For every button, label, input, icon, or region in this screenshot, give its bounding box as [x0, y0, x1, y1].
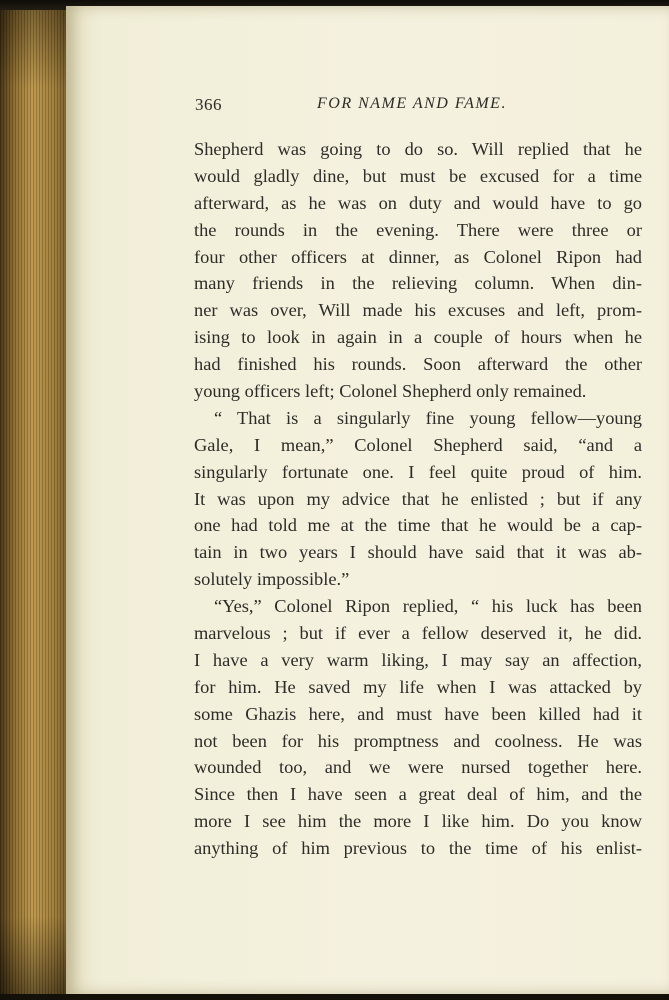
text-line: anything of him previous to the time of his enlist- — [194, 838, 642, 859]
text-line: singularly fortunate one. I feel quite proud of him. — [194, 461, 642, 482]
text-line: for him. He saved my life when I was attacked by — [194, 676, 642, 697]
text-line: I have a very warm liking, I may say an affection, — [194, 649, 642, 670]
book-title: FOR NAME AND FAME. — [317, 95, 507, 112]
text-line: ner was over, Will made his excuses and left, prom- — [194, 300, 642, 321]
text-line: afterward, as he was on duty and would have to go — [194, 192, 642, 213]
text-line: had finished his rounds. Soon afterward the other — [194, 354, 642, 375]
text-line: some Ghazis here, and must have been killed had it — [194, 703, 642, 724]
text-line: would gladly dine, but must be excused for a time — [194, 165, 642, 186]
text-line: many friends in the relieving column. When din- — [194, 273, 642, 294]
text-line: “Yes,” Colonel Ripon replied, “ his luck has been — [214, 596, 642, 617]
text-line: wounded too, and we were nursed together here. — [194, 757, 642, 778]
text-line: more I see him the more I like him. Do you know — [194, 811, 642, 832]
text-line: “ That is a singularly fine young fellow—young — [214, 407, 642, 428]
body-text — [194, 136, 642, 862]
text-line: ising to look in again in a couple of hours when he — [194, 327, 642, 348]
text-line: four other officers at dinner, as Colonel Ripon had — [194, 246, 642, 267]
text-line: Gale, I mean,” Colonel Shepherd said, “and a — [194, 434, 642, 455]
text-line: the rounds in the evening. There were three or — [194, 219, 642, 240]
text-line: It was upon my advice that he enlisted ; but if any — [194, 488, 642, 509]
page-number: 366 — [195, 95, 222, 114]
text-line: solutely impossible.” — [194, 569, 350, 590]
text-line: tain in two years I should have said that it was ab- — [194, 542, 642, 563]
bottom-shadow — [0, 994, 669, 1000]
text-line: young officers left; Colonel Shepherd only remained. — [194, 381, 587, 402]
text-line: Since then I have seen a great deal of him, and the — [194, 784, 642, 805]
text-line: not been for his promptness and coolness. He was — [194, 730, 642, 751]
running-head — [195, 95, 641, 117]
text-line: marvelous ; but if ever a fellow deserved it, he did. — [194, 623, 642, 644]
text-line: one had told me at the time that he would be a cap- — [194, 515, 642, 536]
text-line: Shepherd was going to do so. Will replied that he — [194, 139, 642, 159]
